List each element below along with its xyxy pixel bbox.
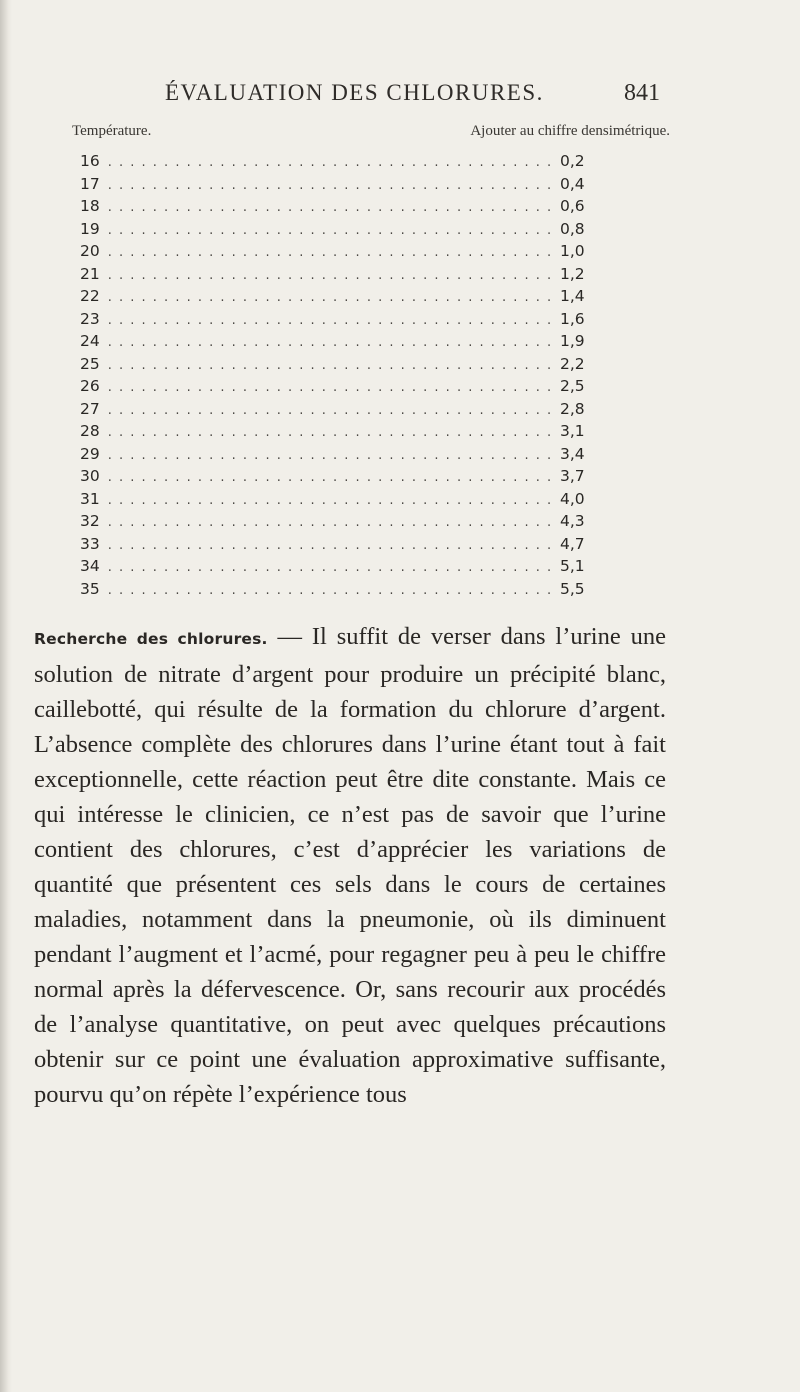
running-title: ÉVALUATION DES CHLORURES. <box>165 80 544 105</box>
dot-leader <box>108 265 552 288</box>
dot-leader <box>108 242 552 265</box>
correction-value: 4,0 <box>560 489 585 508</box>
temperature-value: 23 <box>80 309 100 328</box>
table-row <box>80 533 598 556</box>
correction-value: 5,5 <box>560 579 585 598</box>
temperature-value: 22 <box>80 287 100 305</box>
correction-value: 1,6 <box>560 309 585 328</box>
correction-value: 1,9 <box>560 332 585 350</box>
dot-leader <box>108 355 552 378</box>
temperature-value: 24 <box>80 332 100 350</box>
correction-value: 0,8 <box>560 219 585 238</box>
dot-leader <box>108 377 552 400</box>
table-row <box>80 398 598 421</box>
dot-leader <box>108 310 552 333</box>
temperature-value: 17 <box>80 174 100 193</box>
dot-leader <box>108 175 552 198</box>
table-row <box>80 510 598 533</box>
correction-value: 0,6 <box>560 197 585 215</box>
correction-value: 2,2 <box>560 354 585 373</box>
dot-leader <box>108 197 552 220</box>
table-row <box>80 578 598 601</box>
table-row <box>80 375 598 398</box>
correction-value: 2,8 <box>560 399 585 418</box>
dot-leader <box>108 467 552 490</box>
correction-value: 4,3 <box>560 512 585 530</box>
table-row <box>80 150 598 173</box>
correction-value: 2,5 <box>560 377 585 395</box>
paragraph-text: — Il suffit de verser dans l’urine une solution de nitrate d’argent pour produire un précipité blanc, caillebotté, qui résulte de la formation du chlorure d’argent. L’absence complète des chlorures dans l’urine étant tout à fait exceptionnelle, cette réaction peut être dite constante. Mais ce qui intéresse le clinicien, ce n’est pas de savoir que l’urine contient des chlorures, c’est d’apprécier les variations de quantité que présentent ces sels dans le cours de certaines maladies, notamment dans la pneumonie, où ils diminuent pendant l’augment et l’acmé, pour regagner peu à peu le chiffre normal après la défervescence. Or, sans recourir aux procédés de l’analyse quantitative, on peut avec quelques précautions obtenir sur ce point une évaluation approximative suffisante, pourvu qu’on répète l’expérience tous <box>34 623 666 1108</box>
dot-leader <box>108 512 552 535</box>
body-paragraph <box>34 619 666 1112</box>
table-row <box>80 195 598 218</box>
table-row <box>80 263 598 286</box>
temperature-value: 29 <box>80 444 100 463</box>
table-row <box>80 330 598 353</box>
correction-value: 5,1 <box>560 557 585 575</box>
correction-value: 0,2 <box>560 152 585 170</box>
section-heading: Recherche des chlorures. <box>34 630 268 648</box>
correction-value: 3,7 <box>560 467 585 485</box>
table-row <box>80 218 598 241</box>
dot-leader <box>108 535 552 558</box>
table-row <box>80 488 598 511</box>
dot-leader <box>108 580 552 603</box>
table-row <box>80 173 598 196</box>
temperature-column-heading: Température. <box>72 123 152 139</box>
table-row <box>80 285 598 308</box>
table-row <box>80 240 598 263</box>
dot-leader <box>108 400 552 423</box>
temperature-value: 35 <box>80 579 100 598</box>
temperature-value: 19 <box>80 219 100 238</box>
correction-value: 3,4 <box>560 444 585 463</box>
temperature-value: 30 <box>80 467 100 485</box>
page-spine-shadow <box>0 0 12 1392</box>
correction-value: 1,0 <box>560 242 585 260</box>
correction-table <box>80 150 598 600</box>
temperature-value: 27 <box>80 399 100 418</box>
dot-leader <box>108 220 552 243</box>
table-row <box>80 465 598 488</box>
correction-value: 3,1 <box>560 422 585 440</box>
dot-leader <box>108 422 552 445</box>
dot-leader <box>108 445 552 468</box>
dot-leader <box>108 332 552 355</box>
correction-column-heading: Ajouter au chiffre densimétrique. <box>470 123 670 139</box>
correction-value: 1,4 <box>560 287 585 305</box>
temperature-value: 25 <box>80 354 100 373</box>
dot-leader <box>108 490 552 513</box>
temperature-value: 20 <box>80 242 100 260</box>
temperature-value: 33 <box>80 534 100 553</box>
temperature-value: 18 <box>80 197 100 215</box>
dot-leader <box>108 287 552 310</box>
temperature-value: 31 <box>80 489 100 508</box>
dot-leader <box>108 557 552 580</box>
temperature-value: 21 <box>80 264 100 283</box>
table-row <box>80 353 598 376</box>
correction-value: 1,2 <box>560 264 585 283</box>
temperature-value: 34 <box>80 557 100 575</box>
table-row <box>80 420 598 443</box>
temperature-value: 32 <box>80 512 100 530</box>
running-header <box>165 80 660 114</box>
temperature-value: 26 <box>80 377 100 395</box>
table-header <box>72 123 670 145</box>
table-row <box>80 443 598 466</box>
temperature-value: 28 <box>80 422 100 440</box>
correction-value: 4,7 <box>560 534 585 553</box>
correction-value: 0,4 <box>560 174 585 193</box>
table-row <box>80 555 598 578</box>
table-row <box>80 308 598 331</box>
page-number: 841 <box>624 80 660 106</box>
temperature-value: 16 <box>80 152 100 170</box>
dot-leader <box>108 152 552 175</box>
